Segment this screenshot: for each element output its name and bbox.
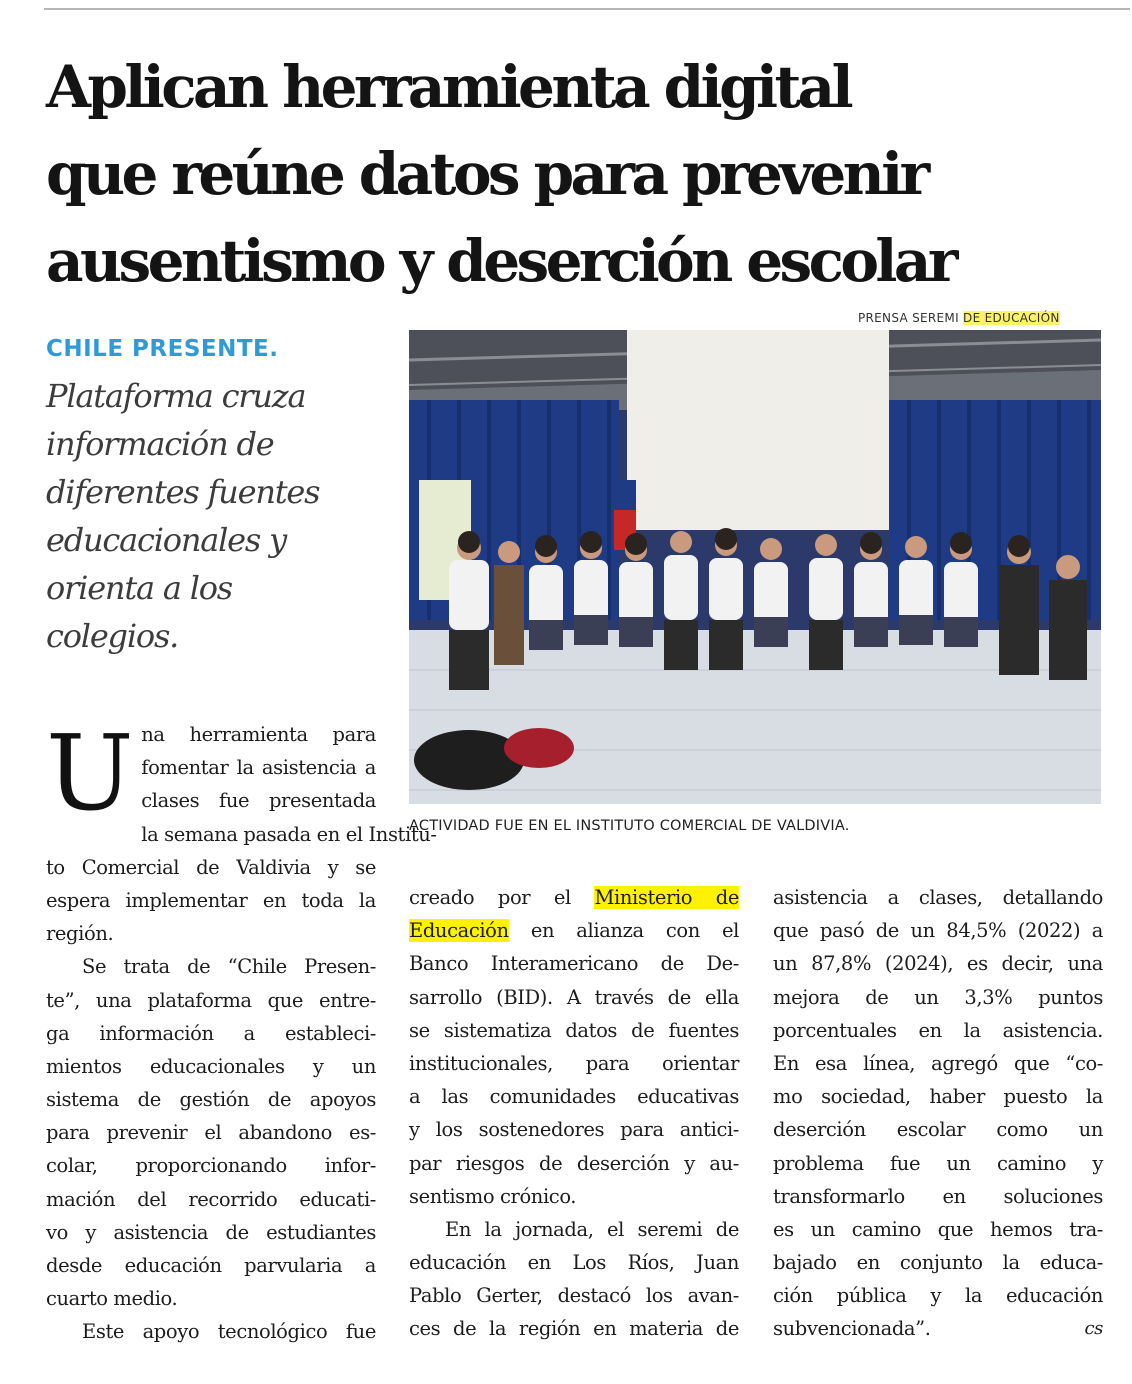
body-text: creado por el <box>409 886 595 909</box>
photo-caption: ACTIVIDAD FUE EN EL INSTITUTO COMERCIAL DE VALDIVIA. <box>409 818 850 834</box>
body-line: la semana pasada en el Institu- <box>141 822 437 846</box>
photo-credit <box>856 311 1062 325</box>
kicker: CHILE PRESENTE. <box>46 336 279 362</box>
drop-cap: U <box>46 712 134 834</box>
body-line: asistencia a clases, detallando <box>773 886 1103 909</box>
body-line: ción pública y la educación <box>773 1284 1103 1308</box>
body-line: se sistematiza datos de fuentes <box>409 1018 739 1042</box>
photo-credit-prefix: PRENSA SEREMI <box>858 311 964 325</box>
deck-line: información de <box>46 425 274 463</box>
body-line: mejora de un 3,3% puntos <box>773 985 1103 1009</box>
headline-line-2: que reúne datos para prevenir <box>46 140 927 208</box>
body-line: región. <box>46 922 114 946</box>
headline <box>46 44 1126 305</box>
body-line: par riesgos de deserción y au- <box>409 1151 739 1175</box>
body-text: en alianza con el <box>508 919 739 943</box>
body-line: ces de la región en materia de <box>409 1317 739 1341</box>
headline-line-1: Aplican herramienta digital <box>46 53 851 121</box>
body-line: bajado en conjunto la educa- <box>773 1251 1103 1275</box>
body-line: mación del recorrido educati- <box>46 1187 376 1211</box>
body-line: transformarlo en soluciones <box>773 1184 1103 1208</box>
group-photo-illustration <box>409 330 1101 804</box>
body-line: a las comunidades educativas <box>409 1085 739 1109</box>
body-line: mo sociedad, haber puesto la <box>773 1085 1103 1109</box>
body-line: es un camino que hemos tra- <box>773 1217 1103 1241</box>
body-line: te”, una plataforma que entre- <box>46 988 376 1012</box>
body-line: espera implementar en toda la <box>46 888 376 912</box>
body-line: En la jornada, el seremi de <box>445 1217 739 1241</box>
end-mark: cs <box>1084 1318 1103 1340</box>
highlighted-text: Ministerio de <box>594 886 740 909</box>
body-line: deserción escolar como un <box>773 1118 1103 1142</box>
body-line: sentismo crónico. <box>409 1184 577 1208</box>
body-line: na herramienta para <box>141 723 376 746</box>
deck-line: orienta a los <box>46 569 233 607</box>
body-line: educación en Los Ríos, Juan <box>409 1251 739 1275</box>
article-column-1 <box>46 712 437 1349</box>
body-text: subvencionada”. <box>773 1317 931 1341</box>
body-line: mientos educacionales y un <box>46 1054 376 1078</box>
body-line <box>409 914 739 947</box>
deck-line: diferentes fuentes <box>46 473 320 511</box>
body-line: vo y asistencia de estudiantes <box>46 1220 376 1244</box>
body-line: Este apoyo tecnológico fue <box>82 1320 376 1344</box>
deck-line: educacionales y <box>46 521 286 559</box>
deck-line: Plataforma cruza <box>46 377 306 415</box>
body-line: to Comercial de Valdivia y se <box>46 855 376 879</box>
highlighted-text: Educación <box>409 919 509 943</box>
article-column-2 <box>409 881 739 1346</box>
body-line: un 87,8% (2024), es decir, una <box>773 952 1103 976</box>
body-line: cuarto medio. <box>46 1287 178 1311</box>
body-line: problema fue un camino y <box>773 1151 1103 1175</box>
body-line: Se trata de “Chile Presen- <box>82 955 376 979</box>
body-line: sistema de gestión de apoyos <box>46 1088 376 1112</box>
body-line: colar, proporcionando infor- <box>46 1154 376 1178</box>
body-line: Pablo Gerter, destacó los avan- <box>409 1284 739 1308</box>
deck-line: colegios. <box>46 617 179 655</box>
body-line: y los sostenedores para antici- <box>409 1118 739 1142</box>
body-line <box>409 881 739 914</box>
body-line: sarrollo (BID). A través de ella <box>409 985 739 1009</box>
deck <box>46 372 376 660</box>
body-line: porcentuales en la asistencia. <box>773 1018 1103 1042</box>
news-photo <box>409 330 1101 804</box>
body-line: En esa línea, agregó que “co- <box>773 1051 1103 1075</box>
body-line: fomentar la asistencia a <box>141 756 376 780</box>
top-rule <box>44 8 1130 10</box>
body-line: institucionales, para orientar <box>409 1051 739 1075</box>
body-line: Banco Interamericano de De- <box>409 952 739 976</box>
body-line: para prevenir el abandono es- <box>46 1121 376 1145</box>
photo-credit-highlight: DE EDUCACIÓN <box>963 311 1060 325</box>
body-line: desde educación parvularia a <box>46 1254 376 1277</box>
body-line: que pasó de un 84,5% (2022) a <box>773 919 1103 943</box>
body-line: clases fue presentada <box>141 789 376 813</box>
body-line: ga información a estableci- <box>46 1021 376 1045</box>
headline-line-3: ausentismo y deserción escolar <box>46 227 955 295</box>
article-column-3 <box>773 881 1103 1346</box>
body-line <box>773 1312 1103 1345</box>
